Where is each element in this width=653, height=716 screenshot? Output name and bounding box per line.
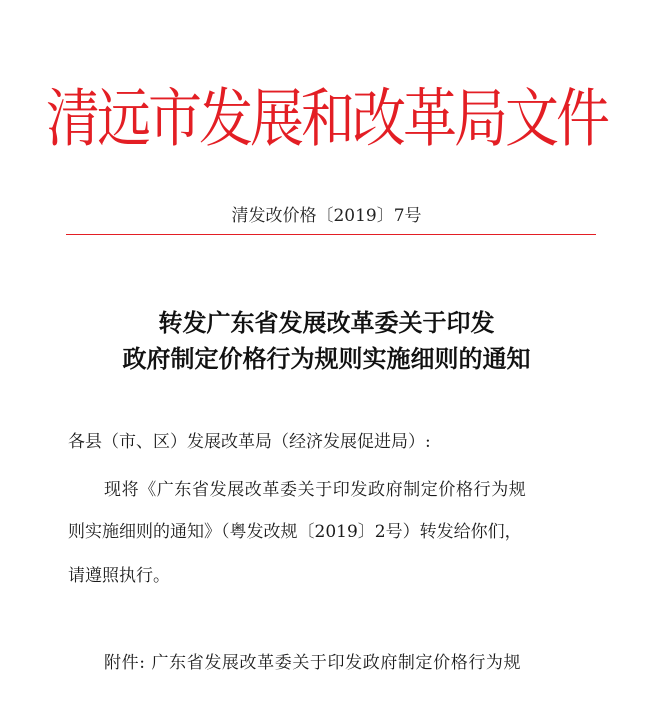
document-number: 清发改价格〔2019〕7号 bbox=[231, 206, 422, 226]
attachment-line: 附件: 广东省发展改革委关于印发政府制定价格行为规 bbox=[104, 653, 522, 673]
body-paragraph-line-1: 现将《广东省发展改革委关于印发政府制定价格行为规 bbox=[104, 480, 527, 500]
salutation-line: 各县（市、区）发展改革局（经济发展促进局）: bbox=[68, 432, 431, 452]
body-paragraph-line-2: 则实施细则的通知》（粤发改规〔2019〕2号）转发给你们， bbox=[68, 522, 522, 542]
red-divider-rule bbox=[66, 234, 596, 235]
document-title-line-1: 转发广东省发展改革委关于印发 bbox=[158, 309, 495, 337]
letterhead-title: 清远市发展和改革局文件 bbox=[46, 81, 607, 156]
document-title-line-2: 政府制定价格行为规则实施细则的通知 bbox=[122, 345, 531, 373]
body-paragraph-line-3: 请遵照执行。 bbox=[68, 566, 170, 586]
